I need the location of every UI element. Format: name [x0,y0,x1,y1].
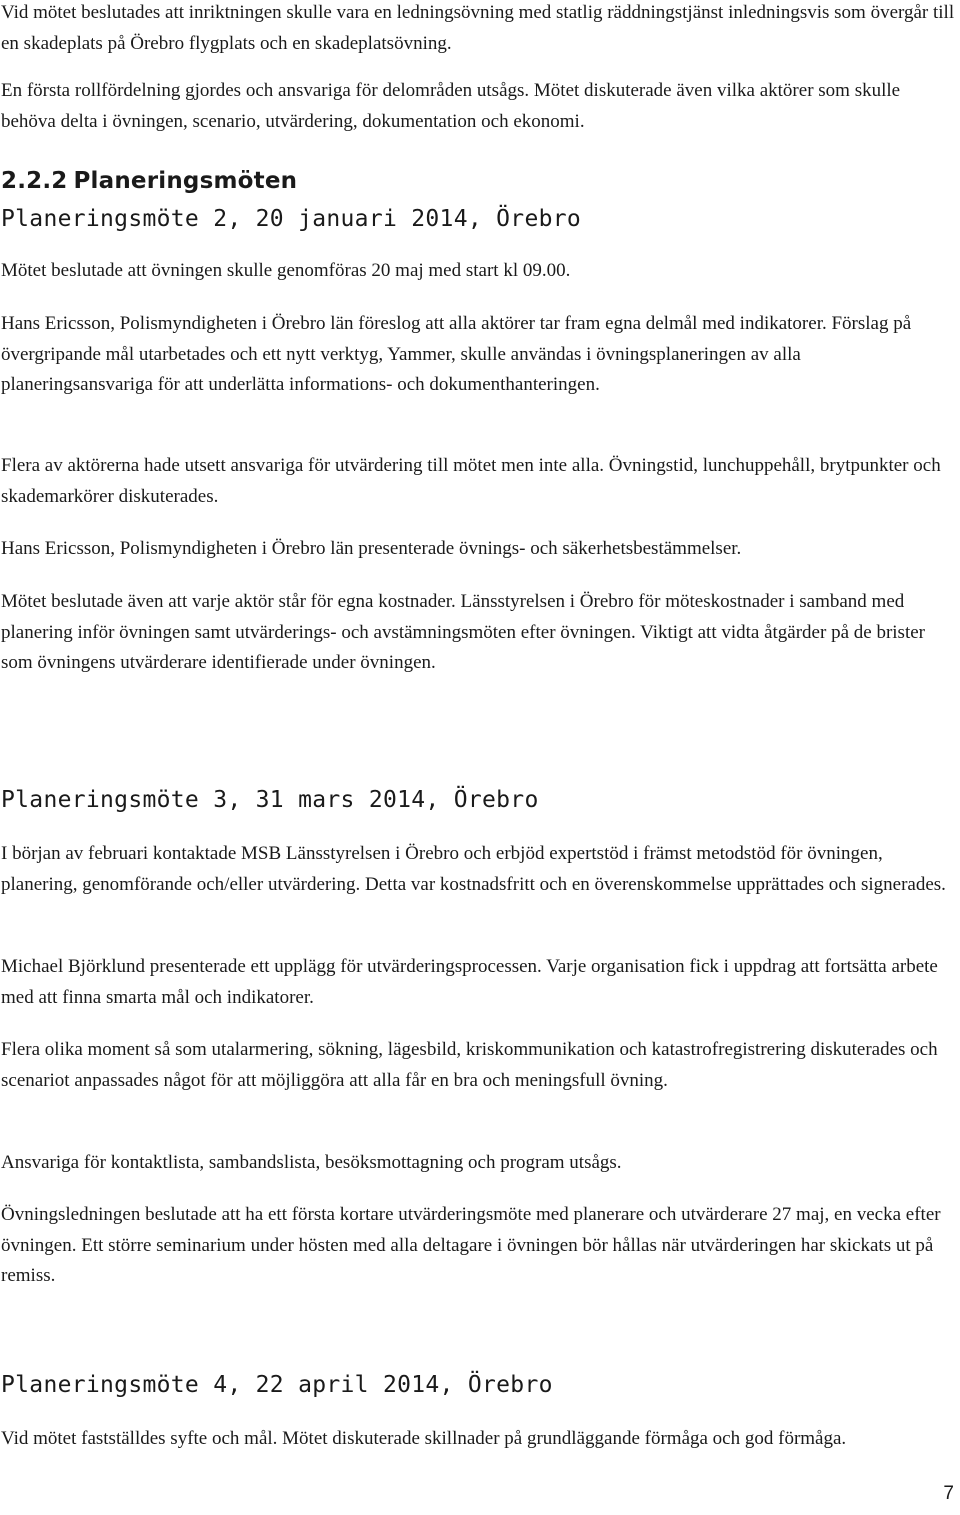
meeting4-heading: Planeringsmöte 4, 22 april 2014, Örebro [1,1372,553,1398]
meeting3-paragraph-4: Ansvariga för kontaktlista, sambandslista, besöksmottagning och program utsågs. [1,1152,622,1173]
meeting3-paragraph-2: Michael Björklund presenterade ett upplägg för utvärderingsprocessen. Varje organisation fick i uppdrag att fortsätta arbete med att finna smarta mål och indikatorer. [1,956,938,1008]
meeting3-paragraph-5: Övningsledningen beslutade att ha ett första kortare utvärderingsmöte med planerare och utvärderare 27 maj, en vecka efter övningen. Ett större seminarium under hösten med alla deltagare i övningen bör hållas när utvärderingen har skickats ut på remiss. [1,1204,941,1286]
section-title: Planeringsmöten [73,168,298,194]
meeting3-paragraph-1: I början av februari kontaktade MSB Länsstyrelsen i Örebro och erbjöd expertstöd i främst metodstöd för övningen, planering, genomförande och/eller utvärdering. Detta var kostnadsfritt och en överenskommelse upprättades och signerades. [1,843,946,895]
meeting2-heading: Planeringsmöte 2, 20 januari 2014, Örebro [1,206,582,232]
meeting3-heading: Planeringsmöte 3, 31 mars 2014, Örebro [1,787,539,813]
intro-paragraph-1: Vid mötet beslutades att inriktningen skulle vara en ledningsövning med statlig räddningstjänst inledningsvis som övergår till en skadeplats på Örebro flygplats och en skadeplatsövning. [1,2,955,54]
section-heading [1,166,297,196]
meeting2-paragraph-5: Mötet beslutade även att varje aktör står för egna kostnader. Länsstyrelsen i Örebro för möteskostnader i samband med planering inför övningen samt utvärderings- och avstämningsmöten efter övningen. Viktigt att vidta åtgärder på de brister som övningens utvärderare identifierade under övningen. [1,591,925,673]
meeting2-paragraph-3: Flera av aktörerna hade utsett ansvariga för utvärdering till mötet men inte alla. Övningstid, lunchuppehåll, brytpunkter och skademarkörer diskuterades. [1,455,941,507]
meeting3-paragraph-3: Flera olika moment så som utalarmering, sökning, lägesbild, kriskommunikation och katastrofregistrering diskuterades och scenariot anpassades något för att möjliggöra att alla får en bra och meningsfull övning. [1,1039,938,1091]
section-number: 2.2.2 [1,168,68,194]
intro-paragraph-2: En första rollfördelning gjordes och ansvariga för delområden utsågs. Mötet diskuterade även vilka aktörer som skulle behöva delta i övningen, scenario, utvärdering, dokumentation och ekonomi. [1,80,901,132]
meeting2-paragraph-2: Hans Ericsson, Polismyndigheten i Örebro län föreslog att alla aktörer tar fram egna delmål med indikatorer. Förslag på övergripande mål utarbetades och ett nytt verktyg, Yammer, skulle användas i övningsplaneringen av alla planeringsansvariga för att underlätta informations- och dokumenthanteringen. [1,313,912,395]
meeting2-paragraph-4: Hans Ericsson, Polismyndigheten i Örebro län presenterade övnings- och säkerhetsbestämmelser. [1,538,742,559]
meeting4-paragraph-1: Vid mötet fastställdes syfte och mål. Mötet diskuterade skillnader på grundläggande förmåga och god förmåga. [1,1428,847,1449]
page-number: 7 [943,1483,954,1504]
meeting2-paragraph-1: Mötet beslutade att övningen skulle genomföras 20 maj med start kl 09.00. [1,260,571,281]
